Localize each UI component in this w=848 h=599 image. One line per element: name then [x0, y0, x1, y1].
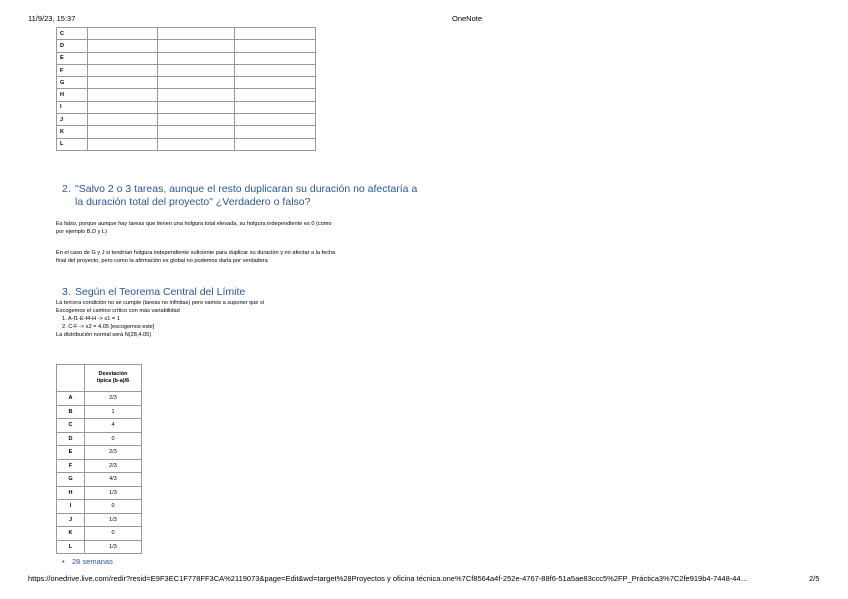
empty-cell [158, 138, 235, 150]
task-label: D [57, 40, 88, 52]
deviation-value: 1/3 [85, 486, 142, 500]
deviation-value: 4/3 [85, 473, 142, 487]
tasks-table-row [57, 52, 316, 64]
deviation-table-row [57, 486, 142, 500]
deviation-task-label: K [57, 527, 85, 541]
deviation-task-label: C [57, 419, 85, 433]
result-text: 28 semanas [72, 557, 113, 566]
deviation-task-label: B [57, 405, 85, 419]
section-2-number: 2. [62, 183, 71, 195]
deviation-table-header-row [57, 365, 142, 392]
deviation-table-row [57, 432, 142, 446]
deviation-table-header [85, 365, 142, 392]
tasks-table-row [57, 77, 316, 89]
print-url: https://onedrive.live.com/redir?resid=E9F3EC1F778FF3CA%2119073&page=Edit&wd=target%28Proyectos y oficina técnica.one%7Cf8564a4f-252e-4767-88f6-51a5ae83ccc5%2FP_Práctica3%7C2fe919b4-7448-44… [28, 574, 749, 583]
empty-cell [235, 40, 316, 52]
section-3-number: 3. [62, 286, 71, 298]
section-2-paragraph-1 [56, 220, 416, 236]
empty-cell [235, 64, 316, 76]
empty-cell [88, 138, 158, 150]
deviation-value: 0 [85, 432, 142, 446]
bullet-icon: • [62, 557, 65, 566]
critical-path-item-2: 2. C-F -> s2 = 4.05 [escogemos este] [62, 324, 155, 330]
section-3-heading [62, 286, 245, 299]
deviation-value: 1/3 [85, 540, 142, 554]
deviation-table-row [57, 446, 142, 460]
section-3-line-1: La tercera condición no se cumple (tareas no infinitas) pero vamos a suponer que sí [56, 300, 265, 306]
deviation-table-row [57, 392, 142, 406]
deviation-value: 2/3 [85, 459, 142, 473]
tasks-table-row [57, 101, 316, 113]
deviation-task-label: J [57, 513, 85, 527]
deviation-table-corner [57, 365, 85, 392]
empty-cell [88, 52, 158, 64]
deviation-value: 0 [85, 500, 142, 514]
deviation-task-label: H [57, 486, 85, 500]
deviation-table-row [57, 527, 142, 541]
result-bullet [62, 557, 113, 566]
tasks-table-row [57, 126, 316, 138]
task-label: G [57, 77, 88, 89]
empty-cell [235, 101, 316, 113]
empty-cell [88, 64, 158, 76]
empty-cell [88, 114, 158, 126]
tasks-table-row [57, 138, 316, 150]
tasks-table-row [57, 89, 316, 101]
deviation-table [56, 364, 142, 554]
task-label: I [57, 101, 88, 113]
section-2-title-line1: "Salvo 2 o 3 tareas, aunque el resto duplicaran su duración no afectaría a [75, 183, 418, 195]
empty-cell [88, 101, 158, 113]
print-date: 11/9/23, 15:37 [28, 14, 76, 23]
task-label: E [57, 52, 88, 64]
empty-cell [158, 28, 235, 40]
paragraph-1-line-1: Es falso, porque aunque hay tareas que tienen una holgura total elevada, su holgura independiente es 0 (como [56, 221, 332, 227]
print-page-number: 2/5 [809, 574, 820, 583]
deviation-task-label: L [57, 540, 85, 554]
tasks-table-row [57, 40, 316, 52]
section-3-title: Según el Teorema Central del Límite [75, 286, 246, 298]
deviation-value: 0 [85, 527, 142, 541]
deviation-value: 2/3 [85, 392, 142, 406]
tasks-table-row [57, 28, 316, 40]
empty-cell [158, 114, 235, 126]
print-app-name: OneNote [452, 14, 483, 23]
deviation-header-line-2: típica (b-a)/6 [96, 378, 130, 384]
deviation-table-row [57, 500, 142, 514]
paragraph-1-line-2: por ejemplo B,D y L) [56, 229, 107, 235]
section-2-heading [62, 183, 417, 209]
deviation-value: 1/3 [85, 513, 142, 527]
empty-cell [88, 126, 158, 138]
deviation-table-row [57, 419, 142, 433]
paragraph-2-line-2: final del proyecto, pero como la afirmación es global no podemos darla por verdadera [56, 258, 268, 264]
deviation-table-row [57, 513, 142, 527]
task-label: H [57, 89, 88, 101]
empty-cell [235, 126, 316, 138]
task-label: K [57, 126, 88, 138]
empty-cell [235, 28, 316, 40]
deviation-task-label: I [57, 500, 85, 514]
empty-cell [158, 101, 235, 113]
empty-cell [88, 89, 158, 101]
deviation-task-label: F [57, 459, 85, 473]
empty-cell [158, 64, 235, 76]
empty-cell [235, 114, 316, 126]
task-label: F [57, 64, 88, 76]
empty-cell [88, 40, 158, 52]
empty-cell [88, 77, 158, 89]
empty-cell [158, 40, 235, 52]
empty-cell [158, 52, 235, 64]
empty-cell [158, 126, 235, 138]
tasks-table-row [57, 114, 316, 126]
empty-cell [235, 89, 316, 101]
empty-cell [235, 77, 316, 89]
section-3-line-2: Escogemos el camino crítico con más variabilidad [56, 308, 180, 314]
section-3-body [56, 299, 416, 339]
deviation-table-row [57, 473, 142, 487]
empty-cell [88, 28, 158, 40]
empty-cell [235, 52, 316, 64]
empty-cell [158, 89, 235, 101]
deviation-header-line-1: Desviación [98, 371, 128, 377]
section-2-paragraph-2 [56, 249, 416, 265]
deviation-value: 2/3 [85, 446, 142, 460]
task-label: L [57, 138, 88, 150]
deviation-table-row [57, 459, 142, 473]
deviation-value: 1 [85, 405, 142, 419]
critical-path-item-1: 1. A-f1-E-f4-H -> s1 = 1 [62, 316, 120, 322]
paragraph-2-line-1: En el caso de G y J si tendrían holgura independiente suficiente para duplicar su duración y no afectar a la fecha [56, 250, 336, 256]
empty-cell [235, 138, 316, 150]
empty-cell [158, 77, 235, 89]
tasks-table [56, 27, 316, 151]
section-2-title-line2: la duración total del proyecto" ¿Verdadero o falso? [75, 196, 311, 208]
section-3-line-3: La distribución normal será N(28,4.05) [56, 332, 152, 338]
tasks-table-row [57, 64, 316, 76]
deviation-table-row [57, 540, 142, 554]
deviation-task-label: A [57, 392, 85, 406]
task-label: J [57, 114, 88, 126]
deviation-task-label: G [57, 473, 85, 487]
deviation-table-row [57, 405, 142, 419]
task-label: C [57, 28, 88, 40]
deviation-task-label: E [57, 446, 85, 460]
deviation-value: 4 [85, 419, 142, 433]
deviation-task-label: D [57, 432, 85, 446]
